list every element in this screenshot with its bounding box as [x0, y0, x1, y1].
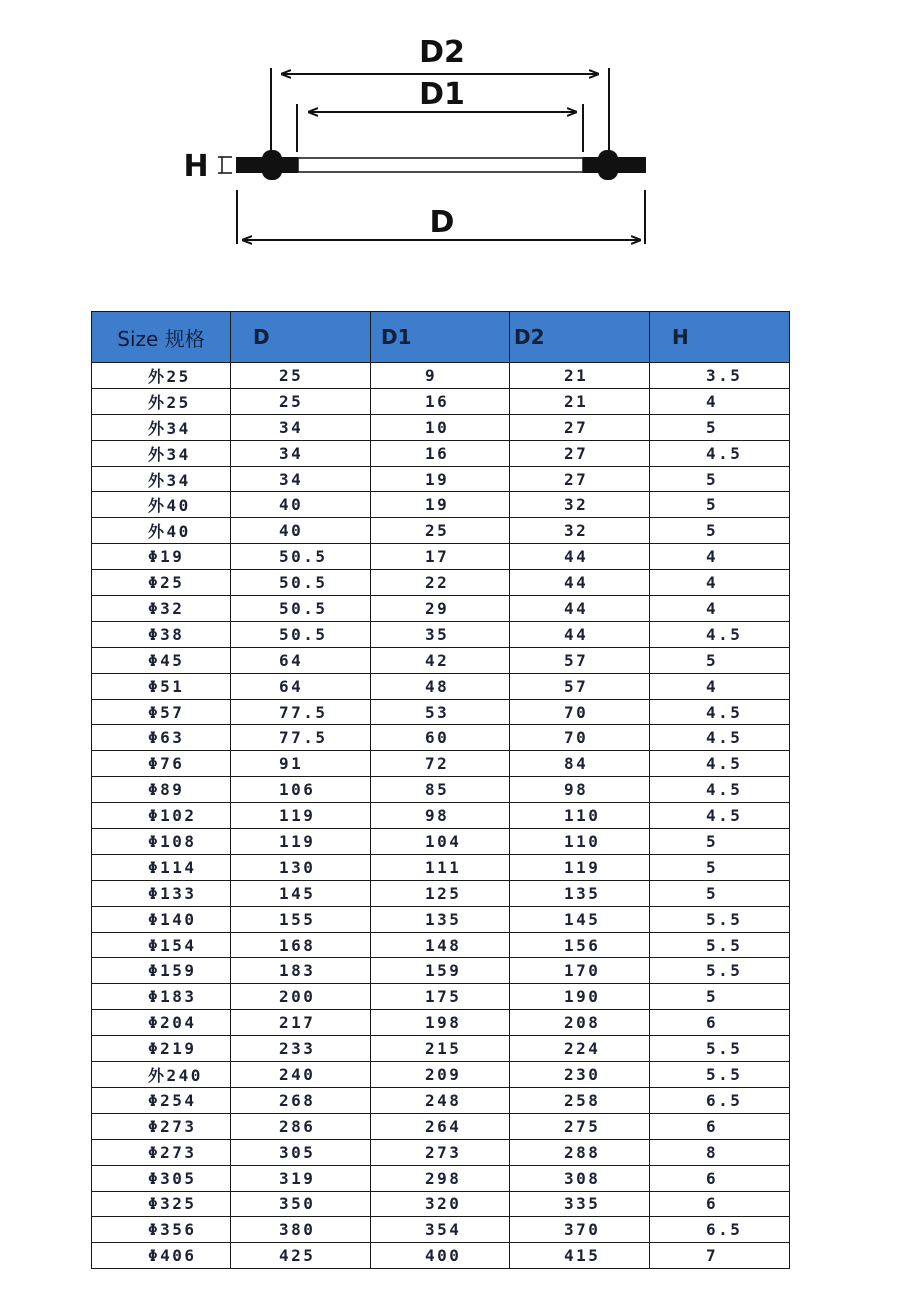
cell-d: 217: [231, 1010, 371, 1036]
cell-d: 40: [231, 518, 371, 544]
cell-d: 380: [231, 1217, 371, 1243]
cell-d: 200: [231, 984, 371, 1010]
cell-size: Φ25: [92, 570, 231, 596]
table-row: [92, 647, 790, 673]
cell-d1: 16: [371, 440, 510, 466]
cell-size: Φ406: [92, 1243, 231, 1269]
cell-d2: 308: [510, 1165, 650, 1191]
cell-size: Φ63: [92, 725, 231, 751]
table-row: [92, 466, 790, 492]
table-row: [92, 777, 790, 803]
cell-d2: 70: [510, 725, 650, 751]
table-row: [92, 1191, 790, 1217]
cell-size: 外34: [92, 440, 231, 466]
cell-size: Φ108: [92, 829, 231, 855]
cell-h: 5.5: [650, 932, 790, 958]
cell-d1: 53: [371, 699, 510, 725]
cell-d1: 85: [371, 777, 510, 803]
table-row: [92, 725, 790, 751]
cell-d2: 110: [510, 829, 650, 855]
cell-h: 5: [650, 984, 790, 1010]
cell-size: Φ51: [92, 673, 231, 699]
cell-h: 5: [650, 854, 790, 880]
cell-size: 外34: [92, 466, 231, 492]
cell-size: 外25: [92, 363, 231, 389]
cell-h: 4: [650, 388, 790, 414]
cell-d1: 264: [371, 1113, 510, 1139]
table-row: [92, 984, 790, 1010]
cell-d2: 44: [510, 596, 650, 622]
cell-h: 6: [650, 1010, 790, 1036]
table-row: [92, 958, 790, 984]
table-row: [92, 596, 790, 622]
table-row: [92, 803, 790, 829]
cell-size: Φ19: [92, 544, 231, 570]
cell-d1: 19: [371, 492, 510, 518]
cell-d1: 215: [371, 1036, 510, 1062]
cell-d: 64: [231, 647, 371, 673]
cell-d2: 32: [510, 518, 650, 544]
cell-h: 4.5: [650, 699, 790, 725]
cell-h: 6: [650, 1191, 790, 1217]
gasket-size-table: [91, 311, 790, 1269]
cell-d2: 27: [510, 466, 650, 492]
cell-d1: 9: [371, 363, 510, 389]
d1-label: D1: [419, 77, 465, 112]
cell-d2: 190: [510, 984, 650, 1010]
table-row: [92, 1010, 790, 1036]
cell-d2: 21: [510, 388, 650, 414]
cell-d1: 175: [371, 984, 510, 1010]
table-row: [92, 854, 790, 880]
table-row: [92, 1113, 790, 1139]
cell-d1: 16: [371, 388, 510, 414]
cell-d: 425: [231, 1243, 371, 1269]
cell-size: Φ76: [92, 751, 231, 777]
cell-d: 50.5: [231, 596, 371, 622]
table-body: [92, 363, 790, 1269]
cell-size: Φ89: [92, 777, 231, 803]
cell-h: 5.5: [650, 1062, 790, 1088]
cell-d1: 22: [371, 570, 510, 596]
cell-d: 168: [231, 932, 371, 958]
cell-d1: 125: [371, 880, 510, 906]
cell-size: Φ159: [92, 958, 231, 984]
cell-d2: 57: [510, 673, 650, 699]
cell-d1: 273: [371, 1139, 510, 1165]
cell-d: 25: [231, 363, 371, 389]
cell-d: 305: [231, 1139, 371, 1165]
cell-d2: 335: [510, 1191, 650, 1217]
cell-d1: 19: [371, 466, 510, 492]
cell-d2: 135: [510, 880, 650, 906]
cell-d2: 44: [510, 544, 650, 570]
cell-d1: 98: [371, 803, 510, 829]
cell-h: 5: [650, 518, 790, 544]
cell-h: 4.5: [650, 751, 790, 777]
table-row: [92, 1036, 790, 1062]
cell-d: 77.5: [231, 725, 371, 751]
h-label: H: [183, 149, 209, 184]
gasket-dimension-diagram: [0, 0, 900, 280]
cell-h: 8: [650, 1139, 790, 1165]
cell-d1: 400: [371, 1243, 510, 1269]
h-dimension-bracket: [218, 157, 232, 173]
cell-size: 外240: [92, 1062, 231, 1088]
cell-d1: 35: [371, 621, 510, 647]
cell-d2: 208: [510, 1010, 650, 1036]
cell-h: 3.5: [650, 363, 790, 389]
cell-d1: 42: [371, 647, 510, 673]
cell-size: Φ325: [92, 1191, 231, 1217]
cell-size: Φ154: [92, 932, 231, 958]
cell-size: 外34: [92, 414, 231, 440]
cell-d2: 44: [510, 621, 650, 647]
table-row: [92, 1165, 790, 1191]
cell-d: 119: [231, 829, 371, 855]
table-row: [92, 1243, 790, 1269]
cell-size: Φ219: [92, 1036, 231, 1062]
column-header-d1: D1: [371, 312, 510, 363]
table-row: [92, 363, 790, 389]
cell-d: 268: [231, 1087, 371, 1113]
cell-d: 50.5: [231, 570, 371, 596]
cell-d2: 275: [510, 1113, 650, 1139]
table-row: [92, 829, 790, 855]
cell-size: 外40: [92, 518, 231, 544]
cell-h: 4: [650, 544, 790, 570]
cell-d1: 10: [371, 414, 510, 440]
cell-d: 286: [231, 1113, 371, 1139]
cell-d2: 57: [510, 647, 650, 673]
d-label: D: [429, 205, 455, 240]
cell-d: 233: [231, 1036, 371, 1062]
cell-d: 34: [231, 440, 371, 466]
table-row: [92, 440, 790, 466]
cell-h: 6.5: [650, 1087, 790, 1113]
cell-d2: 230: [510, 1062, 650, 1088]
cell-d: 130: [231, 854, 371, 880]
cell-d1: 159: [371, 958, 510, 984]
cell-d2: 84: [510, 751, 650, 777]
cell-d1: 48: [371, 673, 510, 699]
cell-size: Φ204: [92, 1010, 231, 1036]
cell-size: Φ273: [92, 1113, 231, 1139]
table-row: [92, 906, 790, 932]
d2-label: D2: [419, 35, 465, 70]
cell-d: 25: [231, 388, 371, 414]
table-row: [92, 1062, 790, 1088]
cell-size: Φ140: [92, 906, 231, 932]
cell-d2: 70: [510, 699, 650, 725]
cell-d2: 145: [510, 906, 650, 932]
cell-d2: 44: [510, 570, 650, 596]
cell-d2: 224: [510, 1036, 650, 1062]
cell-d: 50.5: [231, 544, 371, 570]
cell-h: 4: [650, 596, 790, 622]
cell-d: 350: [231, 1191, 371, 1217]
cell-d2: 170: [510, 958, 650, 984]
cell-size: Φ273: [92, 1139, 231, 1165]
table-row: [92, 388, 790, 414]
cell-h: 5.5: [650, 1036, 790, 1062]
table-row: [92, 932, 790, 958]
cell-d2: 98: [510, 777, 650, 803]
cell-d1: 209: [371, 1062, 510, 1088]
cell-h: 4.5: [650, 725, 790, 751]
cell-d2: 110: [510, 803, 650, 829]
cell-size: Φ356: [92, 1217, 231, 1243]
table-row: [92, 699, 790, 725]
cell-d: 319: [231, 1165, 371, 1191]
cell-size: Φ254: [92, 1087, 231, 1113]
cell-size: Φ114: [92, 854, 231, 880]
cell-h: 5: [650, 414, 790, 440]
cell-h: 7: [650, 1243, 790, 1269]
cell-h: 4.5: [650, 440, 790, 466]
cell-h: 6: [650, 1165, 790, 1191]
cell-size: Φ45: [92, 647, 231, 673]
cell-d: 91: [231, 751, 371, 777]
cell-d: 106: [231, 777, 371, 803]
cell-d1: 104: [371, 829, 510, 855]
cell-size: 外40: [92, 492, 231, 518]
cell-size: Φ133: [92, 880, 231, 906]
table-row: [92, 1217, 790, 1243]
cell-d2: 27: [510, 440, 650, 466]
cell-d2: 370: [510, 1217, 650, 1243]
cell-h: 5: [650, 466, 790, 492]
cell-d1: 320: [371, 1191, 510, 1217]
cell-d: 119: [231, 803, 371, 829]
cell-d: 183: [231, 958, 371, 984]
column-header-d: D: [231, 312, 371, 363]
cell-d1: 148: [371, 932, 510, 958]
cell-h: 5.5: [650, 906, 790, 932]
cell-h: 4: [650, 570, 790, 596]
cell-h: 5: [650, 880, 790, 906]
cell-d: 34: [231, 414, 371, 440]
cell-h: 6: [650, 1113, 790, 1139]
cell-size: Φ38: [92, 621, 231, 647]
table-row: [92, 880, 790, 906]
cell-d1: 25: [371, 518, 510, 544]
cell-h: 5: [650, 647, 790, 673]
cell-d1: 17: [371, 544, 510, 570]
table-row: [92, 518, 790, 544]
cell-d2: 415: [510, 1243, 650, 1269]
cell-d1: 135: [371, 906, 510, 932]
cell-h: 4.5: [650, 621, 790, 647]
cell-d: 50.5: [231, 621, 371, 647]
cell-d: 155: [231, 906, 371, 932]
cell-d2: 27: [510, 414, 650, 440]
table-row: [92, 1139, 790, 1165]
cell-d1: 111: [371, 854, 510, 880]
table-row: [92, 673, 790, 699]
cell-d: 77.5: [231, 699, 371, 725]
column-header-size: Size 规格: [92, 312, 231, 363]
table-header-row: [92, 312, 790, 363]
table-row: [92, 414, 790, 440]
cell-d1: 298: [371, 1165, 510, 1191]
cell-size: Φ32: [92, 596, 231, 622]
cell-d2: 119: [510, 854, 650, 880]
cell-size: Φ57: [92, 699, 231, 725]
cell-d1: 29: [371, 596, 510, 622]
cell-d1: 354: [371, 1217, 510, 1243]
cell-d2: 288: [510, 1139, 650, 1165]
cell-h: 4: [650, 673, 790, 699]
cell-h: 4.5: [650, 803, 790, 829]
cell-d1: 198: [371, 1010, 510, 1036]
table-row: [92, 751, 790, 777]
cell-d2: 21: [510, 363, 650, 389]
cell-size: 外25: [92, 388, 231, 414]
cell-d2: 156: [510, 932, 650, 958]
table-row: [92, 492, 790, 518]
cell-d: 64: [231, 673, 371, 699]
cell-d: 145: [231, 880, 371, 906]
cell-h: 4.5: [650, 777, 790, 803]
cell-size: Φ305: [92, 1165, 231, 1191]
cell-size: Φ183: [92, 984, 231, 1010]
table-row: [92, 570, 790, 596]
gasket-cross-section: [236, 150, 646, 180]
cell-d1: 60: [371, 725, 510, 751]
cell-h: 6.5: [650, 1217, 790, 1243]
cell-size: Φ102: [92, 803, 231, 829]
column-header-h: H: [650, 312, 790, 363]
cell-d2: 258: [510, 1087, 650, 1113]
cell-d: 34: [231, 466, 371, 492]
column-header-d2: D2: [510, 312, 650, 363]
cell-d2: 32: [510, 492, 650, 518]
table-row: [92, 1087, 790, 1113]
cell-h: 5: [650, 492, 790, 518]
cell-d1: 248: [371, 1087, 510, 1113]
table-row: [92, 621, 790, 647]
cell-d1: 72: [371, 751, 510, 777]
cell-d: 40: [231, 492, 371, 518]
table-row: [92, 544, 790, 570]
cell-d: 240: [231, 1062, 371, 1088]
cell-h: 5: [650, 829, 790, 855]
cell-h: 5.5: [650, 958, 790, 984]
